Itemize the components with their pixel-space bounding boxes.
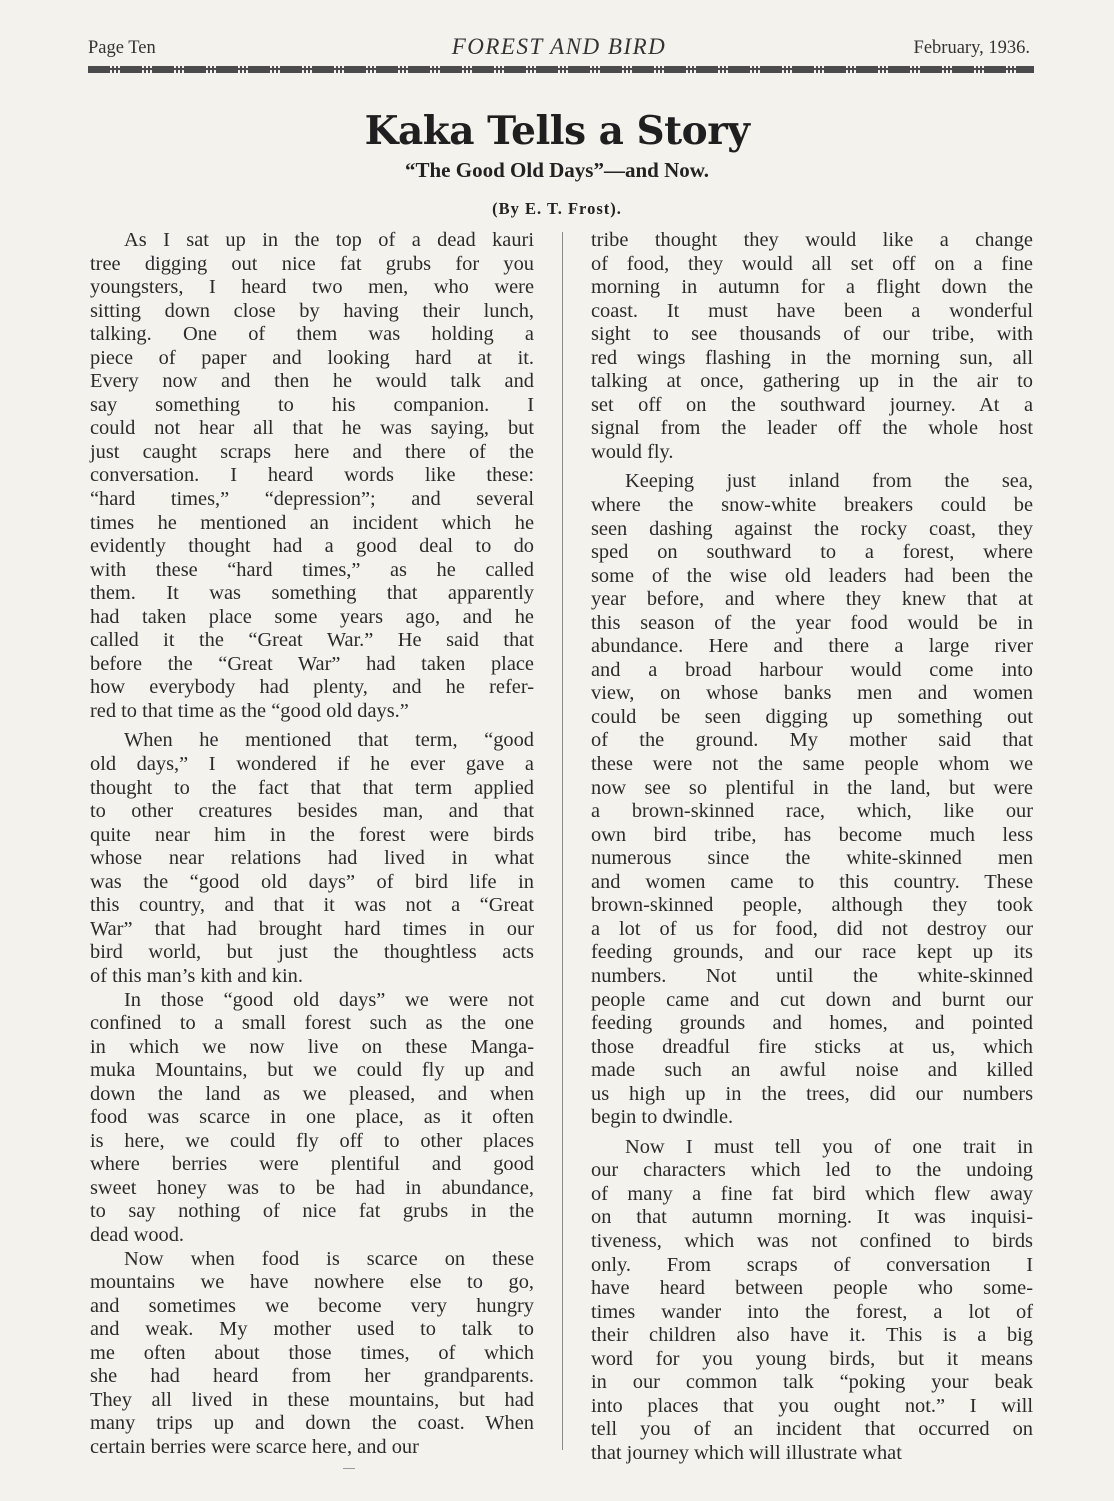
text-line: red to that time as the “good old days.”: [90, 699, 409, 722]
article-byline: (By E. T. Frost).: [492, 199, 622, 218]
text-line: thought to the fact that that term applied: [90, 776, 534, 799]
text-line: a lot of us for food, did not destroy our: [591, 917, 1033, 940]
text-line: into places that you ought not.” I will: [591, 1394, 1033, 1417]
page-number: Page Ten: [88, 38, 156, 58]
text-line: feeding grounds, and our race kept up its: [591, 941, 1033, 964]
text-line: own bird tribe, has become much less: [591, 823, 1033, 846]
text-line: sped on southward to a forest, where: [591, 541, 1033, 564]
text-line: certain berries were scarce here, and our: [90, 1435, 419, 1458]
text-line: tell you of an incident that occurred on: [591, 1418, 1033, 1441]
text-line: to say nothing of nice fat grubs in the: [90, 1200, 534, 1223]
text-line: of this man’s kith and kin.: [90, 964, 303, 987]
text-line: in which we now live on these Manga-: [90, 1035, 534, 1058]
text-line: set off on the southward journey. At a: [591, 393, 1033, 416]
text-line: tiveness, which was not confined to birds: [591, 1229, 1033, 1252]
text-line: whose near relations had lived in what: [90, 847, 534, 870]
text-line: made such an awful noise and killed: [591, 1059, 1033, 1082]
text-line: “hard times,” “depression”; and several: [90, 488, 534, 511]
text-line: a brown-skinned race, which, like our: [591, 800, 1033, 823]
text-line: many trips up and down the coast. When: [90, 1412, 534, 1435]
text-line: and weak. My mother used to talk to: [90, 1318, 534, 1341]
text-line: old days,” I wondered if he ever gave a: [90, 753, 534, 776]
text-line: of many a fine fat bird which flew away: [591, 1182, 1033, 1205]
text-line: just caught scraps here and there of the: [90, 440, 534, 463]
text-line: to other creatures besides man, and that: [90, 800, 534, 823]
text-line: this season of the year food would be in: [591, 611, 1033, 634]
text-line: in our common talk “poking your beak: [591, 1371, 1033, 1394]
text-line: food was scarce in one place, as it often: [90, 1106, 534, 1129]
text-line: tribe thought they would like a change: [591, 229, 1033, 251]
text-line: When he mentioned that term, “good: [124, 729, 534, 752]
text-line: quite near him in the forest were birds: [90, 823, 534, 846]
text-line: They all lived in these mountains, but had: [90, 1388, 534, 1411]
text-line: and a broad harbour would come into: [591, 658, 1033, 681]
text-line: numbers. Not until the white-skinned: [591, 964, 1033, 987]
text-line: sitting down close by having their lunch,: [90, 299, 534, 322]
text-line: Keeping just inland from the sea,: [625, 470, 1033, 493]
text-line: say something to his companion. I: [90, 393, 534, 416]
text-line: Every now and then he would talk and: [90, 370, 534, 393]
text-line: those dreadful fire sticks at us, which: [591, 1035, 1033, 1058]
text-line: could not hear all that he was saying, but: [90, 417, 534, 440]
text-line: me often about those times, of which: [90, 1341, 534, 1364]
journal-name: FOREST AND BIRD: [451, 34, 667, 59]
page-mark: [343, 1468, 355, 1469]
text-line: that journey which will illustrate what: [591, 1441, 902, 1464]
text-line: youngsters, I heard two men, who were: [90, 276, 534, 299]
text-line: mountains we have nowhere else to go,: [90, 1271, 534, 1294]
text-line: bird world, but just the thoughtless acts: [90, 941, 534, 964]
text-line: is here, we could fly off to other places: [90, 1129, 534, 1152]
text-line: In those “good old days” we were not: [124, 988, 534, 1011]
text-line: some of the wise old leaders had been the: [591, 564, 1033, 587]
text-line: how everybody had plenty, and he refer-: [90, 676, 534, 699]
article-title: Kaka Tells a Story: [364, 108, 750, 154]
text-line: red wings flashing in the morning sun, all: [591, 346, 1033, 369]
text-line: called it the “Great War.” He said that: [90, 629, 534, 652]
text-line: muka Mountains, but we could fly up and: [90, 1059, 534, 1082]
text-line: sweet honey was to be had in abundance,: [90, 1176, 534, 1199]
text-line: them. It was something that apparently: [90, 582, 534, 605]
text-line: word for you young birds, but it means: [591, 1347, 1033, 1370]
text-line: sight to see thousands of our tribe, with: [591, 323, 1033, 346]
text-line: talking at once, gathering up in the air to: [591, 370, 1033, 393]
text-line: evidently thought had a good deal to do: [90, 535, 534, 558]
text-line: this country, and that it was not a “Great: [90, 894, 534, 917]
header-rule: [88, 66, 1034, 73]
text-line: piece of paper and looking hard at it.: [90, 346, 534, 369]
text-line: now see so plentiful in the land, but were: [591, 776, 1033, 799]
text-line: seen dashing against the rocky coast, they: [591, 517, 1033, 540]
text-line: times wander into the forest, a lot of: [591, 1300, 1033, 1323]
text-line: Now I must tell you of one trait in: [625, 1135, 1033, 1158]
text-line: where the snow-white breakers could be: [591, 494, 1033, 517]
text-line: confined to a small forest such as the one: [90, 1012, 534, 1035]
text-line: numerous since the white-skinned men: [591, 847, 1033, 870]
text-line: us high up in the trees, did our numbers: [591, 1082, 1033, 1105]
text-line: As I sat up in the top of a dead kauri: [124, 229, 534, 251]
text-line: dead wood.: [90, 1223, 184, 1246]
text-line: abundance. Here and there a large river: [591, 635, 1033, 658]
right-column: [591, 229, 1033, 1465]
text-line: talking. One of them was holding a: [90, 323, 534, 346]
text-line: down the land as we pleased, and when: [90, 1082, 534, 1105]
text-line: signal from the leader off the whole host: [591, 417, 1033, 440]
text-line: only. From scraps of conversation I: [591, 1253, 1033, 1276]
text-line: year before, and where they knew that at: [591, 588, 1033, 611]
text-line: of food, they would all set off on a fine: [591, 252, 1033, 275]
text-line: feeding grounds and homes, and pointed: [591, 1012, 1033, 1035]
text-line: on that autumn morning. It was inquisi-: [591, 1206, 1033, 1229]
text-line: these were not the same people whom we: [591, 753, 1033, 776]
text-line: their children also have it. This is a big: [591, 1324, 1033, 1347]
text-line: would fly.: [591, 440, 674, 463]
text-line: of the ground. My mother said that: [591, 729, 1033, 752]
text-line: was the “good old days” of bird life in: [90, 870, 534, 893]
running-header: [88, 34, 1030, 64]
text-line: conversation. I heard words like these:: [90, 464, 534, 487]
text-line: with these “hard times,” as he called: [90, 558, 534, 581]
text-line: tree digging out nice fat grubs for you: [90, 252, 534, 275]
issue-date: February, 1936.: [913, 38, 1030, 58]
text-line: where berries were plentiful and good: [90, 1153, 534, 1176]
text-line: and women came to this country. These: [591, 870, 1033, 893]
text-line: Now when food is scarce on these: [124, 1247, 534, 1270]
text-line: have heard between people who some-: [591, 1277, 1033, 1300]
text-line: people came and cut down and burnt our: [591, 988, 1033, 1011]
text-line: coast. It must have been a wonderful: [591, 299, 1033, 322]
text-line: and sometimes we become very hungry: [90, 1294, 534, 1317]
article-subtitle: “The Good Old Days”—and Now.: [405, 158, 709, 182]
text-line: had taken place some years ago, and he: [90, 605, 534, 628]
text-line: morning in autumn for a flight down the: [591, 276, 1033, 299]
text-line: brown-skinned people, although they took: [591, 894, 1033, 917]
column-divider: [562, 232, 563, 1450]
text-line: our characters which led to the undoing: [591, 1159, 1033, 1182]
left-column: [90, 229, 534, 1459]
text-line: she had heard from her grandparents.: [90, 1365, 534, 1388]
text-line: War” that had brought hard times in our: [90, 917, 534, 940]
text-line: could be seen digging up something out: [591, 705, 1033, 728]
text-line: begin to dwindle.: [591, 1106, 734, 1129]
text-line: before the “Great War” had taken place: [90, 652, 534, 675]
text-line: times he mentioned an incident which he: [90, 511, 534, 534]
text-line: view, on whose banks men and women: [591, 682, 1033, 705]
